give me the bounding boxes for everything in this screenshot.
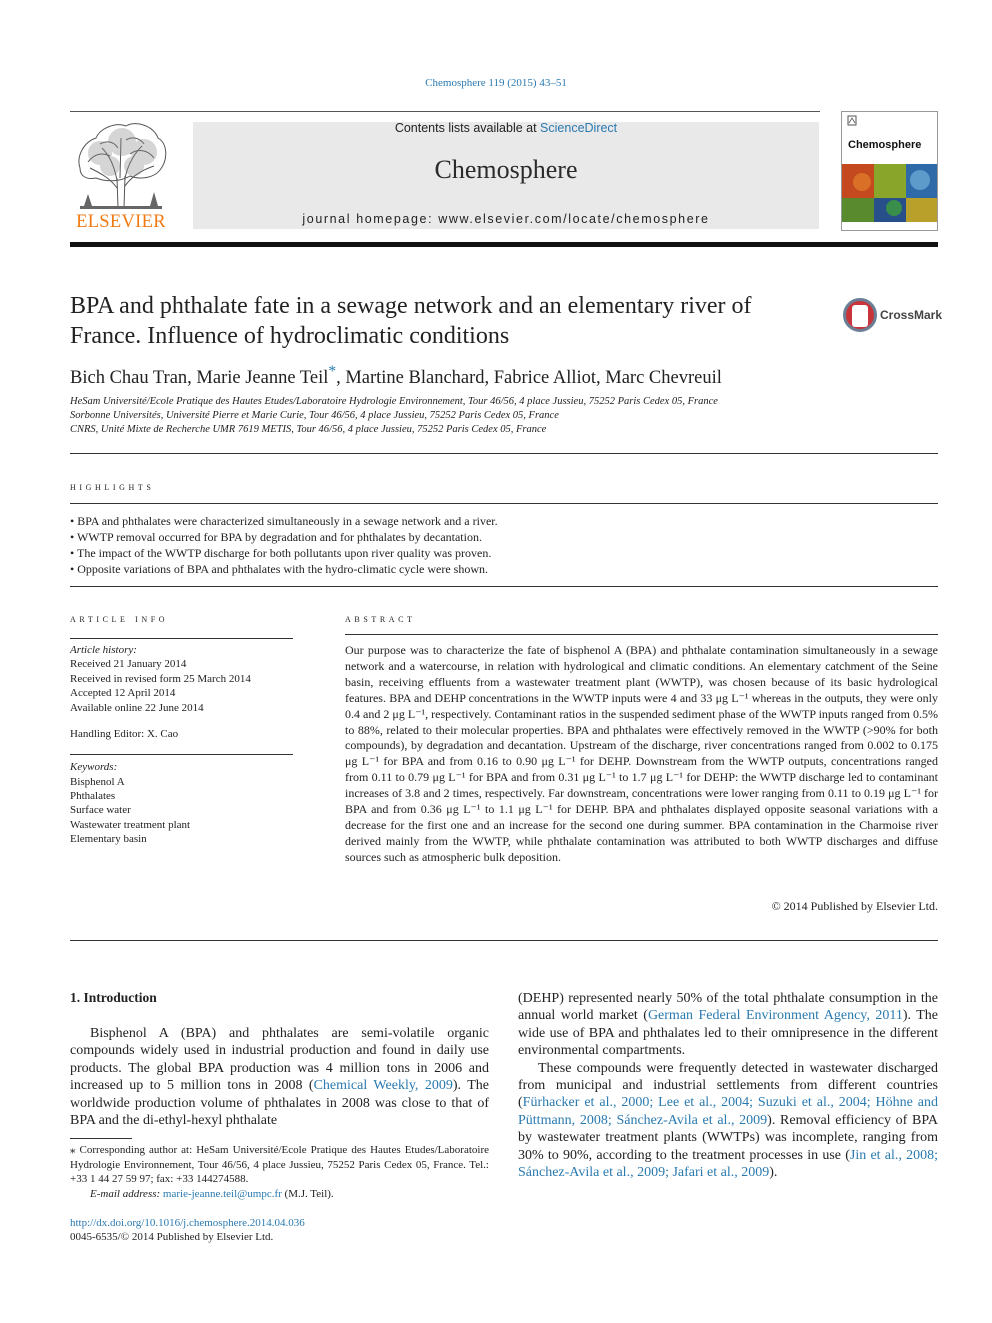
keyword: Bisphenol A	[70, 776, 125, 788]
sciencedirect-link[interactable]: ScienceDirect	[540, 121, 618, 135]
abstract-rule	[345, 634, 938, 635]
rule-after-highlights	[70, 586, 938, 587]
journal-title: Chemosphere	[434, 155, 578, 184]
rule-after-abstract	[70, 940, 938, 941]
doi-link[interactable]: http://dx.doi.org/10.1016/j.chemosphere.2014.04.036	[70, 1217, 305, 1229]
article-info-heading: article info	[70, 611, 169, 625]
citation-link[interactable]: Jin et al., 2008; Sánchez-Avila et al., 2009; Jafari et al., 2009	[518, 1147, 939, 1181]
contents-line	[193, 121, 819, 135]
history-revised: Received in revised form 25 March 2014	[70, 673, 251, 685]
article-history-label: Article history:	[70, 644, 137, 656]
intro-text: (DEHP) represented nearly 50% of the total phthalate consumption in the annual world market (	[518, 991, 938, 1024]
keyword: Surface water	[70, 804, 131, 816]
keyword: Elementary basin	[70, 833, 147, 845]
highlights-heading: highlights	[70, 479, 155, 493]
article-info-rule	[70, 638, 293, 639]
rule-before-highlights	[70, 453, 938, 454]
highlight-item: • BPA and phthalates were characterized simultaneously in a sewage network and a river.	[70, 514, 498, 528]
authors-part-1: Bich Chau Tran, Marie Jeanne Teil	[70, 368, 329, 389]
journal-cover[interactable]	[841, 111, 938, 231]
elsevier-wordmark: ELSEVIER	[76, 212, 166, 232]
email-link[interactable]: marie-jeanne.teil@umpc.fr	[162, 1187, 282, 1200]
journal-homepage[interactable]: journal homepage: www.elsevier.com/locate/chemosphere	[302, 212, 710, 226]
authors-part-2: , Martine Blanchard, Fabrice Alliot, Marc Chevreuil	[336, 368, 722, 389]
handling-editor: Handling Editor: X. Cao	[70, 728, 179, 740]
abstract-copyright: © 2014 Published by Elsevier Ltd.	[771, 899, 938, 913]
header-top-rule	[70, 111, 820, 112]
email-suffix: (M.J. Teil).	[281, 1187, 334, 1200]
intro-text: ). Removal efficiency of BPA by wastewater treatment plants (WWTPs) was incomplete, ranging from 30% to 90%, according to the treatment processes in use (	[518, 1112, 938, 1163]
introduction-paragraph-1	[70, 1025, 489, 1129]
issn-line: 0045-6535/© 2014 Published by Elsevier Ltd.	[70, 1231, 274, 1243]
highlight-item: • WWTP removal occurred for BPA by degradation and for phthalates by decantation.	[70, 530, 482, 544]
intro-text: ).	[769, 1165, 778, 1181]
abstract-heading: abstract	[345, 611, 416, 625]
citation-link[interactable]: German Federal Environment Agency, 2011	[647, 1008, 903, 1024]
history-accepted: Accepted 12 April 2014	[70, 687, 176, 699]
cover-title: Chemosphere	[848, 139, 922, 151]
introduction-column-2	[518, 990, 938, 1181]
intro-text: ). The worldwide production volume of phthalates in 2008 was close to that of BPA and the di-ethyl-hexyl phthalate	[70, 1078, 489, 1129]
citation-link[interactable]: Chemical Weekly, 2009	[313, 1078, 453, 1094]
history-received: Received 21 January 2014	[70, 658, 187, 670]
journal-citation[interactable]: Chemosphere 119 (2015) 43–51	[425, 77, 567, 89]
citation-link[interactable]: Fürhacker et al., 2000; Lee et al., 2004; Suzuki et al., 2004; Höhne and Püttmann, 2008; Sánchez-Avila et al., 2009	[518, 1095, 938, 1128]
history-online: Available online 22 June 2014	[70, 702, 204, 714]
cover-artwork	[842, 112, 937, 230]
footnote-rule	[70, 1138, 132, 1139]
email-label: E-mail address:	[90, 1187, 161, 1200]
keywords-rule	[70, 754, 293, 755]
affiliation-2: Sorbonne Universités, Université Pierre et Marie Curie, Tour 46/56, 4 place Jussieu, 75252 Paris Cedex 05, France	[70, 410, 559, 421]
keyword: Phthalates	[70, 790, 116, 802]
corresponding-author-marker[interactable]: *	[328, 363, 337, 380]
contents-prefix: Contents lists available at	[394, 121, 541, 135]
affiliation-1: HeSam Université/Ecole Pratique des Hautes Etudes/Laboratoire Hydrologie Environnement, Tour 46/56, 4 place Jussieu, 75252 Paris Cedex 05, France	[70, 396, 718, 407]
introduction-heading: 1. Introduction	[70, 990, 157, 1005]
intro-text: These compounds were frequently detected in wastewater discharged from municipal and industrial settlements from different countries (	[518, 1060, 938, 1111]
highlight-item: • The impact of the WWTP discharge for both pollutants upon river quality was proven.	[70, 546, 492, 560]
intro-text: Bisphenol A (BPA) and phthalates are semi-volatile organic compounds widely used in industrial production and found in daily use products. The global BPA production was 4 million tons in 2006 and increased up to 5 million tons in 2008 (	[70, 1026, 489, 1094]
highlight-item: • Opposite variations of BPA and phthalates with the hydro-climatic cycle were shown.	[70, 562, 489, 576]
header-thick-rule	[70, 242, 938, 247]
corresponding-author-footnote	[70, 1143, 489, 1201]
rule-under-highlights-heading	[70, 503, 938, 504]
footnote-text: ⁎ Corresponding author at: HeSam Université/Ecole Pratique des Hautes Etudes/Laboratoire Hydrologie Environnement, Tour 46/56, 4 place Jussieu, 75252 Paris Cedex 05, France. Tel.: +33 1 44 27 59 97; fax: +33 144274588.	[70, 1144, 489, 1185]
crossmark-label[interactable]: CrossMark	[880, 308, 943, 322]
author-list	[70, 363, 722, 389]
intro-text: ). The wide use of BPA and phthalates led to their omnipresence in the different environmental compartments.	[518, 1008, 938, 1059]
abstract-body: Our purpose was to characterize the fate of bisphenol A (BPA) and phthalate contamination simultaneously in a sewage network and a watercourse, in relation with hydrological and climatic conditions. An elementary catchment of the Seine basin, receiving effluents from a wastewater treatment plant (WWTP), was chosen because of its basic hydrological features. BPA and DEHP concentrations in the WWTP inputs were 4 and 33 μg L⁻¹ whereas in the outputs, they were only 0.4 and 2 μg L⁻¹, respectively. Contaminant ratios in the suspended sediment phase of the WWTP inputs ranged from 0.5% to 88%, related to their molecular properties. BPA and phthalates were effectively removed in the WWTP (>90% for both compounds), by degradation and decantation. Upstream of the discharge, river concentrations ranged from 0.002 to 0.175 μg L⁻¹ for BPA and from 0.16 to 0.90 μg L⁻¹ for DEHP. Downstream from the WWTP outputs, concentrations ranged from 0.11 to 0.79 μg L⁻¹ for BPA and from 0.31 μg L⁻¹ to 1.7 μg L⁻¹ for DEHP: the WWTP discharge led to contaminant increases of 3.8 and 2 times, respectively. Far downstream, concentrations were lower ranging from 0.11 to 0.19 μg L⁻¹ for BPA and from 0.36 μg L⁻¹ to 1.1 μg L⁻¹ for DEHP. BPA and phthalates displayed opposite seasonal variations with a decrease for the first one and an increase for the second one during summer. BPA contamination in the Charmoise river derived mainly from the WWTP, while phthalate contamination was attributed to both WWTP discharges and diffuse sources such as atmospheric bulk deposition.	[345, 643, 938, 864]
keyword: Wastewater treatment plant	[70, 819, 191, 831]
introduction-paragraph-2	[518, 1060, 938, 1182]
affiliation-3: CNRS, Unité Mixte de Recherche UMR 7619 METIS, Tour 46/56, 4 place Jussieu, 75252 Paris Cedex 05, France	[70, 424, 547, 435]
article-title: BPA and phthalate fate in a sewage network and an elementary river of France. Influence of hydroclimatic conditions	[70, 293, 752, 349]
keywords-label: Keywords:	[70, 761, 118, 773]
crossmark-bookmark-icon	[852, 305, 868, 327]
